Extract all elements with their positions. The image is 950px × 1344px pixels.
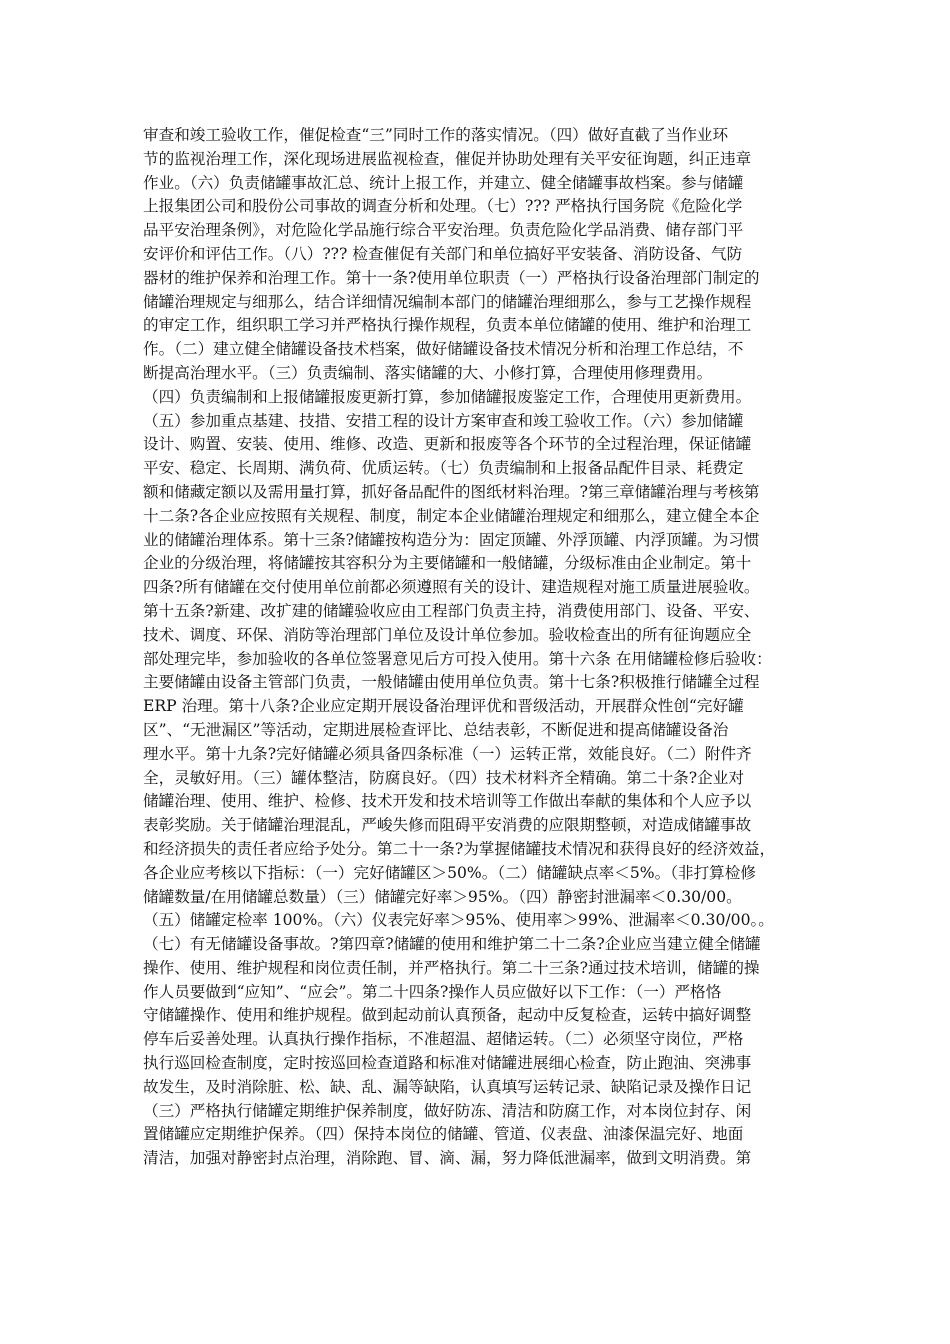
text-line: 十二条?各企业应按照有关规程、制度，制定本企业储罐治理规定和细那么，建立健全本企	[143, 506, 760, 525]
text-line: 作。（二）建立健全储罐设备技术档案，做好储罐设备技术情况分析和治理工作总结，不	[143, 340, 744, 359]
text-line: 作业。（六）负责储罐事故汇总、统计上报工作，并建立、健全储罐事故档案。参与储罐	[143, 173, 744, 192]
text-line: 节的监视治理工作，深化现场进展监视检查，催促并协助处理有关平安征询题，纠正违章	[143, 149, 752, 168]
text-line: 区”、“无泄漏区”等活动，定期进展检查评比、总结表彰，不断促进和提高储罐设备治	[143, 720, 729, 739]
text-line: 表彰奖励。关于储罐治理混乱，严峻失修而阻碍平安消费的应限期整顿，对造成储罐事故	[143, 816, 752, 835]
text-line: 设计、购置、安装、使用、维修、改造、更新和报废等各个环节的全过程治理，保证储罐	[143, 435, 752, 454]
text-line: 守储罐操作、使用和维护规程。做到起动前认真预备，起动中反复检查，运转中搞好调整	[143, 1006, 752, 1025]
text-line: 断提高治理水平。（三）负责编制、落实储罐的大、小修打算，合理使用修理费用。	[143, 363, 713, 382]
text-line: 额和储藏定额以及需用量打算，抓好备品配件的图纸材料治理。?第三章储罐治理与考核第	[143, 482, 760, 501]
text-line: 审查和竣工验收工作，催促检查“三”同时工作的落实情况。（四）做好直截了当作业环	[143, 126, 729, 144]
text-line: （四）负责编制和上报储罐报废更新打算，参加储罐报废鉴定工作，合理使用更新费用。	[143, 387, 752, 406]
text-line: 上报集团公司和股份公司事故的调查分析和处理。（七）??? 严格执行国务院《危险化学	[143, 197, 743, 216]
text-line: 全，灵敏好用。（三）罐体整洁，防腐良好。（四）技术材料齐全精确。第二十条?企业对	[143, 768, 744, 787]
text-line: 业的储罐治理体系。第十三条?储罐按构造分为：固定顶罐、外浮顶罐、内浮顶罐。为习惯	[143, 530, 760, 549]
text-line: （三）严格执行储罐定期维护保养制度，做好防冻、清洁和防腐工作，对本岗位封存、闲	[143, 1101, 752, 1120]
text-line: 储罐数量/在用储罐总数量）（三）储罐完好率＞95%。（四）静密封泄漏率＜0.30/00。	[143, 887, 742, 906]
text-line: 置储罐应定期维护保养。（四）保持本岗位的储罐、管道、仪表盘、油漆保温完好、地面	[143, 1125, 744, 1144]
text-line: （五）参加重点基建、技措、安措工程的设计方案审查和竣工验收工作。（六）参加储罐	[143, 411, 744, 430]
text-line: 第十五条?新建、改扩建的储罐验收应由工程部门负责主持，消费使用部门、设备、平安、	[143, 601, 760, 620]
text-line: 和经济损失的责任者应给予处分。第二十一条?为掌握储罐技术情况和获得良好的经济效益，	[143, 839, 776, 858]
text-line: 企业的分级治理，将储罐按其容积分为主要储罐和一般储罐，分级标准由企业制定。第十	[143, 554, 752, 573]
text-line: 技术、调度、环保、消防等治理部门单位及设计单位参加。验收检查出的所有征询题应全	[143, 625, 752, 644]
text-line: 器材的维护保养和治理工作。第十一条?使用单位职责（一）严格执行设备治理部门制定的	[143, 268, 760, 287]
text-line: 四条?所有储罐在交付使用单位前都必须遵照有关的设计、建造规程对施工质量进展验收。	[143, 578, 760, 597]
text-line: 储罐治理规定与细那么，结合详细情况编制本部门的储罐治理细那么，参与工艺操作规程	[143, 292, 752, 311]
text-line: 作人员要做到“应知”、“应会”。第二十四条?操作人员应做好以下工作：（一）严格恪	[143, 982, 722, 1001]
text-line: 停车后妥善处理。认真执行操作指标，不准超温、超储运转。（二）必须坚守岗位，严格	[143, 1030, 744, 1049]
text-line: 储罐治理、使用、维护、检修、技术开发和技术培训等工作做出奉献的集体和个人应予以	[143, 792, 752, 811]
text-line: （七）有无储罐设备事故。?第四章?储罐的使用和维护第二十二条?企业应当建立健全储罐	[143, 935, 761, 954]
body-text	[143, 124, 823, 1171]
text-line: ERP 治理。第十八条?企业应定期开展设备治理评优和晋级活动，开展群众性创“完好罐	[143, 697, 744, 716]
text-line: 平安、稳定、长周期、满负荷、优质运转。（七）负责编制和上报备品配件目录、耗费定	[143, 459, 744, 478]
text-line: 主要储罐由设备主管部门负责，一般储罐由使用单位负责。第十七条?积极推行储罐全过程	[143, 673, 760, 692]
text-line: 操作、使用、维护规程和岗位责任制，并严格执行。第二十三条?通过技术培训，储罐的操	[143, 958, 760, 977]
text-line: 执行巡回检查制度，定时按巡回检查道路和标准对储罐进展细心检查，防止跑油、突沸事	[143, 1054, 752, 1073]
text-line: 品平安治理条例》，对危险化学品施行综合平安治理。负责危险化学品消费、储存部门平	[143, 221, 744, 240]
text-line: 理水平。第十九条?完好储罐必须具备四条标准（一）运转正常，效能良好。（二）附件齐	[143, 744, 752, 763]
text-line: 部处理完毕，参加验收的各单位签署意见后方可投入使用。第十六条 在用储罐检修后验收：	[143, 649, 772, 668]
text-line: 故发生，及时消除脏、松、缺、乱、漏等缺陷，认真填写运转记录、缺陷记录及操作日记	[143, 1077, 752, 1096]
text-line: 安评价和评估工作。（八）??? 检查催促有关部门和单位搞好平安装备、消防设备、气防	[143, 244, 743, 263]
text-line: 的审定工作，组织职工学习并严格执行操作规程，负责本单位储罐的使用、维护和治理工	[143, 316, 752, 335]
text-line: （五）储罐定检率 100%。（六）仪表完好率＞95%、使用率＞99%、泄漏率＜0.30/00。。	[143, 911, 774, 930]
text-line: 各企业应考核以下指标：（一）完好储罐区＞50%。（二）储罐缺点率＜5%。（非打算检修	[143, 863, 756, 882]
text-line: 清洁，加强对静密封点治理，消除跑、冒、滴、漏，努力降低泄漏率，做到文明消费。第	[143, 1149, 752, 1168]
